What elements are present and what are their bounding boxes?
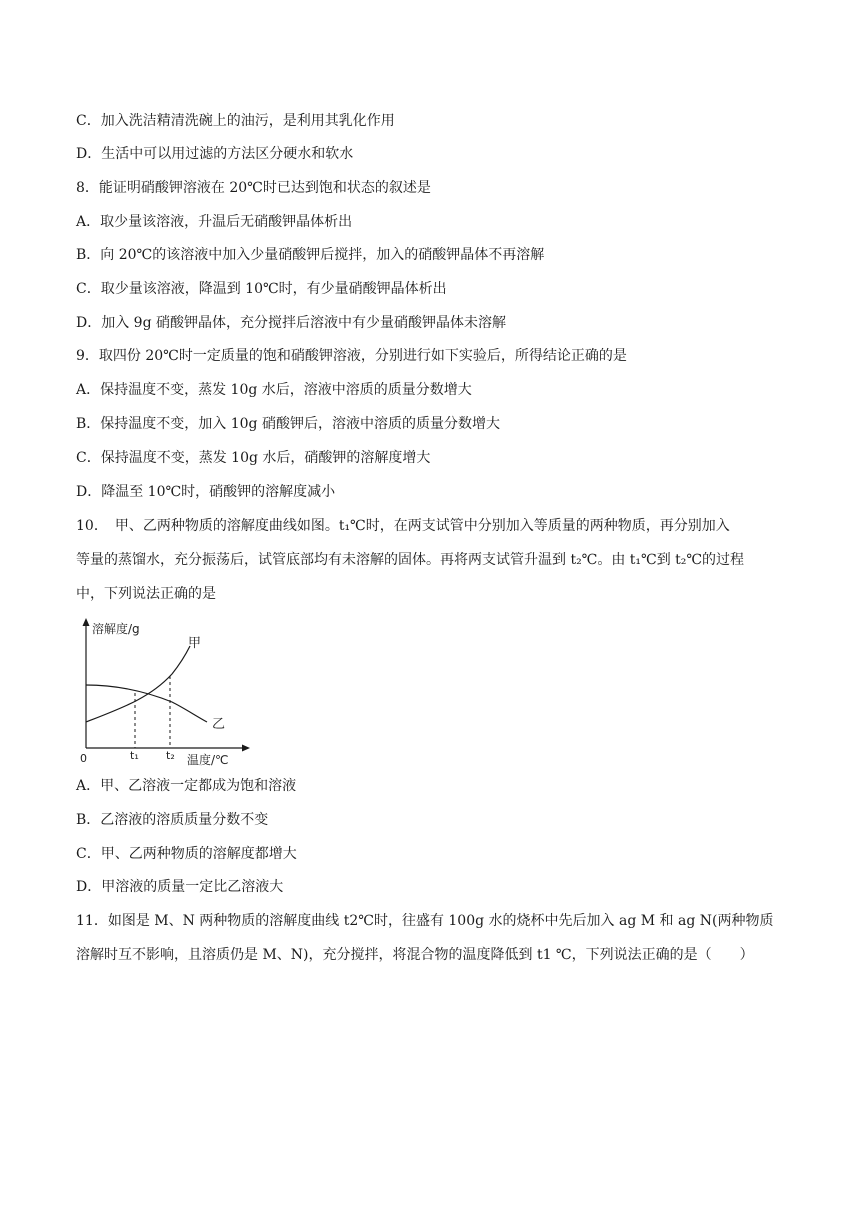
q8-stem: 8．能证明硝酸钾溶液在 20℃时已达到饱和状态的叙述是: [76, 180, 431, 196]
q8-option-a: A．取少量该溶液，升温后无硝酸钾晶体析出: [76, 214, 353, 230]
y-axis-label: 溶解度/g: [92, 622, 140, 636]
q9-option-d: D．降温至 10℃时，硝酸钾的溶解度减小: [76, 484, 336, 500]
q10-option-c: C．甲、乙两种物质的溶解度都增大: [76, 846, 297, 862]
curve-yi-label: 乙: [212, 717, 226, 732]
q8-option-b: B．向 20℃的该溶液中加入少量硝酸钾后搅拌，加入的硝酸钾晶体不再溶解: [76, 247, 545, 263]
q8-option-d: D．加入 9g 硝酸钾晶体，充分搅拌后溶液中有少量硝酸钾晶体未溶解: [76, 315, 506, 331]
x-axis-arrow: [242, 745, 250, 752]
q7-option-d: D．生活中可以用过滤的方法区分硬水和软水: [76, 146, 354, 162]
curve-jia-label: 甲: [188, 636, 202, 651]
origin-label: 0: [80, 752, 87, 765]
curve-yi: [86, 685, 207, 722]
t2-label: t₂: [166, 749, 175, 762]
y-axis-arrow: [83, 618, 90, 626]
q10-stem-line-1: 10． 甲、乙两种物质的溶解度曲线如图。t₁℃时，在两支试管中分别加入等质量的两种物质，再分别加入: [76, 518, 730, 534]
q9-stem: 9．取四份 20℃时一定质量的饱和硝酸钾溶液，分别进行如下实验后，所得结论正确的是: [76, 348, 627, 364]
x-axis-label: 温度/℃: [187, 753, 229, 766]
q10-option-b: B．乙溶液的溶质质量分数不变: [76, 812, 269, 828]
q7-option-c: C．加入洗洁精清洗碗上的油污，是利用其乳化作用: [76, 113, 395, 129]
q9-option-c: C．保持温度不变，蒸发 10g 水后，硝酸钾的溶解度增大: [76, 450, 431, 466]
q11-stem-line-2: 溶解时互不影响，且溶质仍是 M、N)，充分搅拌，将混合物的温度降低到 t1 ℃，下列说法正确的是（ ）: [76, 947, 754, 963]
q9-option-a: A．保持温度不变，蒸发 10g 水后，溶液中溶质的质量分数增大: [76, 382, 472, 398]
solubility-curve-figure: [72, 616, 252, 766]
q10-option-d: D．甲溶液的质量一定比乙溶液大: [76, 879, 284, 895]
q10-stem-line-3: 中，下列说法正确的是: [76, 586, 216, 602]
curve-jia: [86, 646, 190, 722]
q11-stem-line-1: 11．如图是 M、N 两种物质的溶解度曲线 t2℃时，往盛有 100g 水的烧杯中先后加入 ag M 和 ag N(两种物质: [76, 913, 774, 929]
t1-label: t₁: [130, 749, 139, 762]
q8-option-c: C．取少量该溶液，降温到 10℃时，有少量硝酸钾晶体析出: [76, 281, 447, 297]
q9-option-b: B．保持温度不变，加入 10g 硝酸钾后，溶液中溶质的质量分数增大: [76, 416, 500, 432]
q10-option-a: A．甲、乙溶液一定都成为饱和溶液: [76, 778, 297, 794]
q10-stem-line-2: 等量的蒸馏水，充分振荡后，试管底部均有未溶解的固体。再将两支试管升温到 t₂℃。由 t₁℃到 t₂℃的过程: [76, 552, 745, 568]
